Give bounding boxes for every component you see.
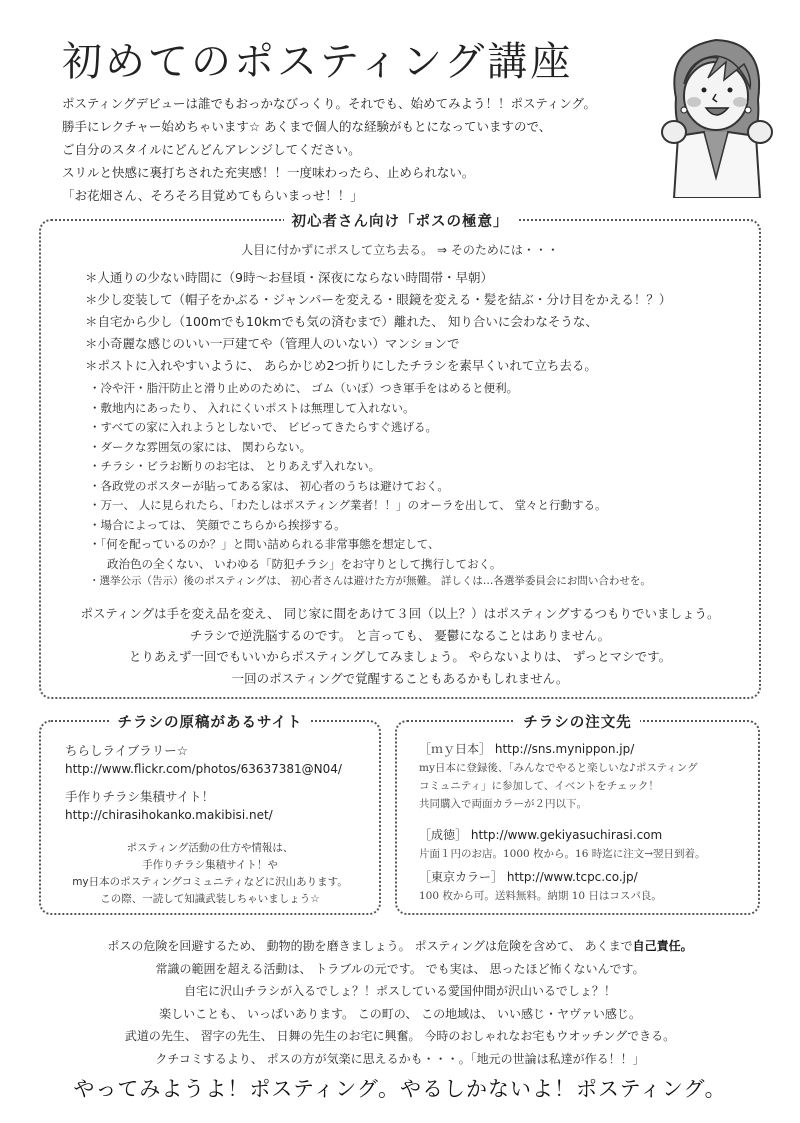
list-item: ＊人通りの少ない時間に（9時～お昼頃・深夜にならない時間帯・早朝） bbox=[85, 270, 493, 285]
election-note: ・選挙公示（告示）後のポスティングは、 初心者さんは避けた方が無難。 詳しくは…各選挙委員会にお問い合わせを。 bbox=[89, 575, 651, 587]
closing-line: とりあえず一回でもいいからポスティングしてみましょう。 やらないよりは、 ずっとマシです。 bbox=[128, 649, 672, 664]
section-title: チラシの原稿があるサイト bbox=[110, 715, 311, 731]
beginner-tips-section bbox=[39, 214, 761, 699]
list-item: ・チラシ・ビラお断りのお宅は、 とりあえず入れない。 bbox=[89, 459, 381, 473]
bottom-text bbox=[0, 935, 800, 1070]
section-title: 初心者さん向け「ポスの極意」 bbox=[284, 214, 517, 230]
list-item: ＊自宅から少し（100mでも10kmでも気の済むまで）離れた、 知り合いに会わなそうな、 bbox=[85, 314, 598, 329]
section-title: チラシの注文先 bbox=[515, 715, 640, 731]
page-title: 初めてのポスティング講座 bbox=[62, 39, 574, 85]
intro-line: スリルと快感に裏打ちされた充実感！！一度味わったら、止められない。 bbox=[62, 165, 475, 180]
vendor-link[interactable]: http://www.gekiyasuchirasi.com bbox=[470, 828, 663, 842]
vendor-desc: コミュニティ」に参加して、イベントをチェック！ bbox=[419, 780, 659, 792]
site-entry bbox=[65, 742, 342, 778]
bottom-line: 常識の範囲を超える活動は、 トラブルの元です。 でも実は、 思ったほど怖くないんです。 bbox=[155, 961, 645, 976]
vendor-link[interactable]: http://www.tcpc.co.jp/ bbox=[506, 870, 638, 884]
list-item: ＊少し変装して（帽子をかぶる・ジャンパーを変える・眼鏡を変える・髪を結ぶ・分け目をかえる！？） bbox=[85, 292, 672, 307]
list-item-continuation: 政治色の全くない、 いわゆる「防犯チラシ」をお守りとして携行しておく。 bbox=[107, 556, 502, 571]
vendor-name: ［東京カラー］ bbox=[419, 870, 504, 884]
tips-lead: 人目に付かずにポスして立ち去る。 ⇒ そのためには・・・ bbox=[241, 243, 559, 257]
list-item: ＊小奇麗な感じのいい一戸建てや（管理人のいない）マンションで bbox=[85, 336, 460, 351]
order-entry bbox=[419, 740, 759, 813]
flyer-orders-section bbox=[395, 715, 760, 915]
site-link[interactable]: http://www.flickr.com/photos/63637381@N04/ bbox=[65, 762, 342, 776]
vendor-desc: 共同購入で両面カラーが２円以下。 bbox=[419, 798, 587, 810]
site-entry bbox=[65, 788, 273, 824]
tips-closing bbox=[41, 603, 759, 689]
bottom-line: ポスの危険を回避するため、 動物的勘を磨きましょう。 ポスティングは危険を含めて、 あくまで自己責任。 bbox=[107, 939, 693, 953]
bottom-line: クチコミするより、 ポスの方が気楽に思えるかも・・・。「地元の世論は私達が作る！！」 bbox=[155, 1051, 645, 1066]
vendor-name: ［ｍｙ日本］ bbox=[419, 742, 492, 756]
list-item: ＊ポストに入れやすいように、 あらかじめ2つ折りにしたチラシを素早くいれて立ち去る。 bbox=[85, 358, 597, 373]
order-entry bbox=[419, 826, 759, 863]
list-item: ・「何を配っているのか？」と問い詰められる非常事態を想定して、 bbox=[89, 537, 440, 551]
intro-line: ポスティングデビューは誰でもおっかなびっくり。それでも、始めてみよう！！ポスティング。 bbox=[62, 96, 597, 111]
intro-line: 勝手にレクチャー始めちゃいます☆ あくまで個人的な経験がもとになっていますので、 bbox=[62, 119, 552, 134]
list-item: ・ダークな雰囲気の家には、 関わらない。 bbox=[89, 439, 312, 454]
closing-line: チラシで逆洗脳するのです。 と言っても、 憂鬱になることはありません。 bbox=[189, 627, 611, 643]
vendor-desc: 片面１円のお店。1000 枚から。16 時迄に注文→翌日到着。 bbox=[419, 848, 706, 860]
vendor-desc: my日本に登録後、「みんなでやると楽しいな♪ポスティング bbox=[419, 762, 698, 774]
vendor-name: ［成徳］ bbox=[419, 828, 468, 842]
list-item: ・敷地内にあったり、 入れにくいポストは無理して入れない。 bbox=[89, 400, 415, 415]
vendor-link[interactable]: http://sns.mynippon.jp/ bbox=[494, 742, 635, 756]
site-name: 手作りチラシ集積サイト！ bbox=[65, 789, 215, 804]
info-line: my日本のポスティングコミュニティなどに沢山あります。 bbox=[72, 876, 348, 888]
list-item: ・冷や汗・脂汗防止と滑り止めのために、 ゴム（いぼ）つき軍手をはめると便利。 bbox=[89, 381, 519, 395]
flyer-sites-section bbox=[39, 715, 381, 915]
intro-text bbox=[62, 92, 642, 207]
star-list bbox=[85, 267, 671, 377]
bottom-line: 武道の先生、 習字の先生、 日舞の先生のお宅に興奮。 今時のおしゃれなお宅もウオッチングできる。 bbox=[124, 1029, 676, 1043]
site-link[interactable]: http://chirasihokanko.makibisi.net/ bbox=[65, 808, 273, 822]
intro-line: 「お花畑さん、そろそろ目覚めてもらいまっせ！！」 bbox=[62, 188, 363, 203]
closing-line: ポスティングは手を変え品を変え、 同じ家に間をあけて３回（以上？）はポスティングするつもりでいましょう。 bbox=[80, 606, 720, 621]
site-name: ちらしライブラリー☆ bbox=[65, 743, 188, 758]
bottom-line: 自宅に沢山チラシが入るでしょ？！ポスしている愛国仲間が沢山いるでしょ？！ bbox=[184, 984, 616, 998]
closing-line: 一回のポスティングで覚醒することもあるかもしれません。 bbox=[231, 670, 569, 686]
list-item: ・万一、 人に見られたら、「わたしはポスティング業者！！」のオーラを出して、 堂々と行動する。 bbox=[89, 498, 607, 512]
bottom-line: 楽しいことも、 いっぱいあります。 この町の、 この地域は、 いい感じ・ヤヴァい感じ。 bbox=[159, 1006, 641, 1021]
slogan: やってみようよ！ポスティング。やるしかないよ！ポスティング。 bbox=[73, 1077, 727, 1101]
intro-line: ご自分のスタイルにどんどんアレンジしてください。 bbox=[62, 142, 361, 157]
order-entry bbox=[419, 868, 759, 905]
info-line: この際、一読して知識武装しちゃいましょう☆ bbox=[100, 893, 320, 905]
vendor-desc: 100 枚から可。送料無料。納期 10 日はコスパ良。 bbox=[419, 890, 662, 902]
bullet-list bbox=[89, 379, 606, 574]
info-line: ポスティング活動の仕方や情報は、 bbox=[126, 842, 294, 854]
self-responsibility-emphasis: 自己責任。 bbox=[632, 939, 693, 953]
info-line: 手作りチラシ集積サイト！や bbox=[142, 859, 278, 871]
list-item: ・各政党のポスターが貼ってある家は、 初心者のうちは避けておく。 bbox=[89, 478, 449, 493]
list-item: ・場合によっては、 笑顔でこちらから挨拶する。 bbox=[89, 517, 346, 532]
mascot-illustration bbox=[648, 28, 788, 198]
list-item: ・すべての家に入れようとしないで、 ビビってきたらすぐ逃げる。 bbox=[89, 420, 437, 434]
sites-info bbox=[41, 840, 379, 908]
